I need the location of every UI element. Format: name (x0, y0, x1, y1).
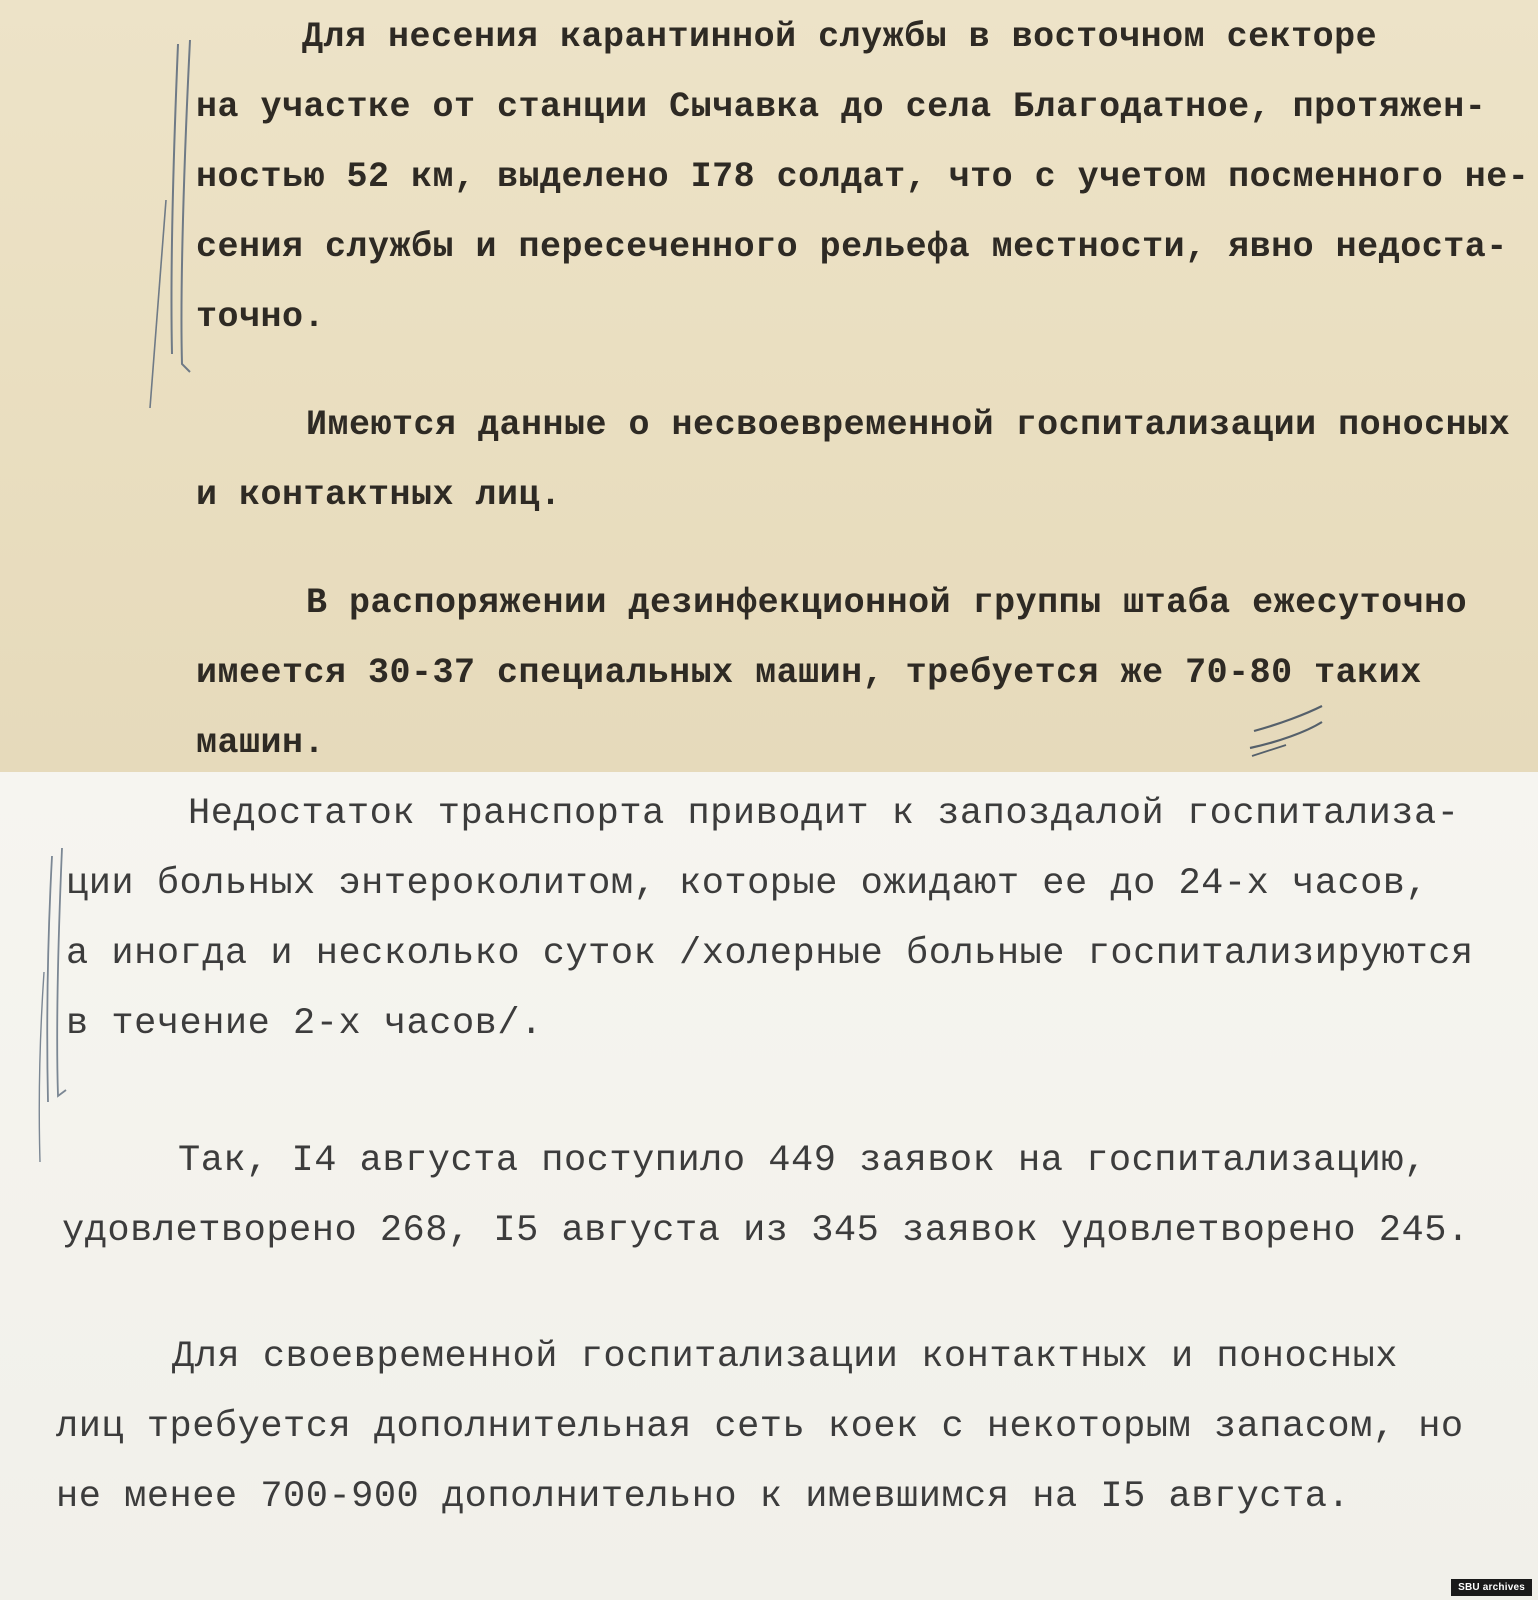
upper-document-page (0, 0, 1538, 772)
document-text-line: точно. (196, 297, 326, 337)
margin-bracket-mark (181, 40, 190, 372)
margin-bracket-mark (47, 856, 52, 1102)
document-text-line: машин. (196, 723, 326, 763)
document-text-line: лиц требуется дополнительная сеть коек с некоторым запасом, но (56, 1406, 1464, 1448)
margin-bracket-mark (57, 848, 66, 1096)
pencil-double-tick-mark (1250, 722, 1322, 748)
margin-bracket-mark (171, 44, 178, 354)
margin-bracket-mark (39, 972, 44, 1162)
pencil-double-tick-mark (1252, 745, 1286, 756)
document-text-line: Недостаток транспорта приводит к запоздалой госпитализа- (188, 793, 1460, 835)
document-text-line: а иногда и несколько суток /холерные больные госпитализируются (66, 933, 1474, 975)
document-text-line: имеется 30-37 специальных машин, требуется же 70-80 таких (196, 653, 1422, 693)
document-text-line: Имеются данные о несвоевременной госпитализации поносных (306, 405, 1511, 445)
document-text-line: удовлетворено 268, I5 августа из 345 заявок удовлетворено 245. (62, 1210, 1470, 1252)
document-text-line: Так, I4 августа поступило 449 заявок на госпитализацию, (178, 1140, 1427, 1182)
pencil-double-tick-mark (1254, 706, 1322, 731)
document-text-line: ностью 52 км, выделено I78 солдат, что с учетом посменного не- (196, 157, 1530, 197)
document-text-line: В распоряжении дезинфекционной группы штаба ежесуточно (306, 583, 1468, 623)
document-text-line: не менее 700-900 дополнительно к имевшимся на I5 августа. (56, 1476, 1351, 1518)
document-text-line: на участке от станции Сычавка до села Благодатное, протяжен- (196, 87, 1487, 127)
source-watermark: SBU archives (1451, 1579, 1532, 1596)
document-text-line: Для несения карантинной службы в восточном секторе (302, 17, 1378, 57)
document-text-line: и контактных лиц. (196, 475, 562, 515)
document-text-line: ции больных энтероколитом, которые ожидают ее до 24-х часов, (66, 863, 1429, 905)
document-text-line: сения службы и пересеченного рельефа местности, явно недоста- (196, 227, 1508, 267)
margin-bracket-mark (150, 200, 166, 408)
document-text-line: в течение 2-х часов/. (66, 1003, 543, 1045)
lower-document-page (0, 772, 1538, 1600)
document-text-line: Для своевременной госпитализации контактных и поносных (172, 1336, 1398, 1378)
